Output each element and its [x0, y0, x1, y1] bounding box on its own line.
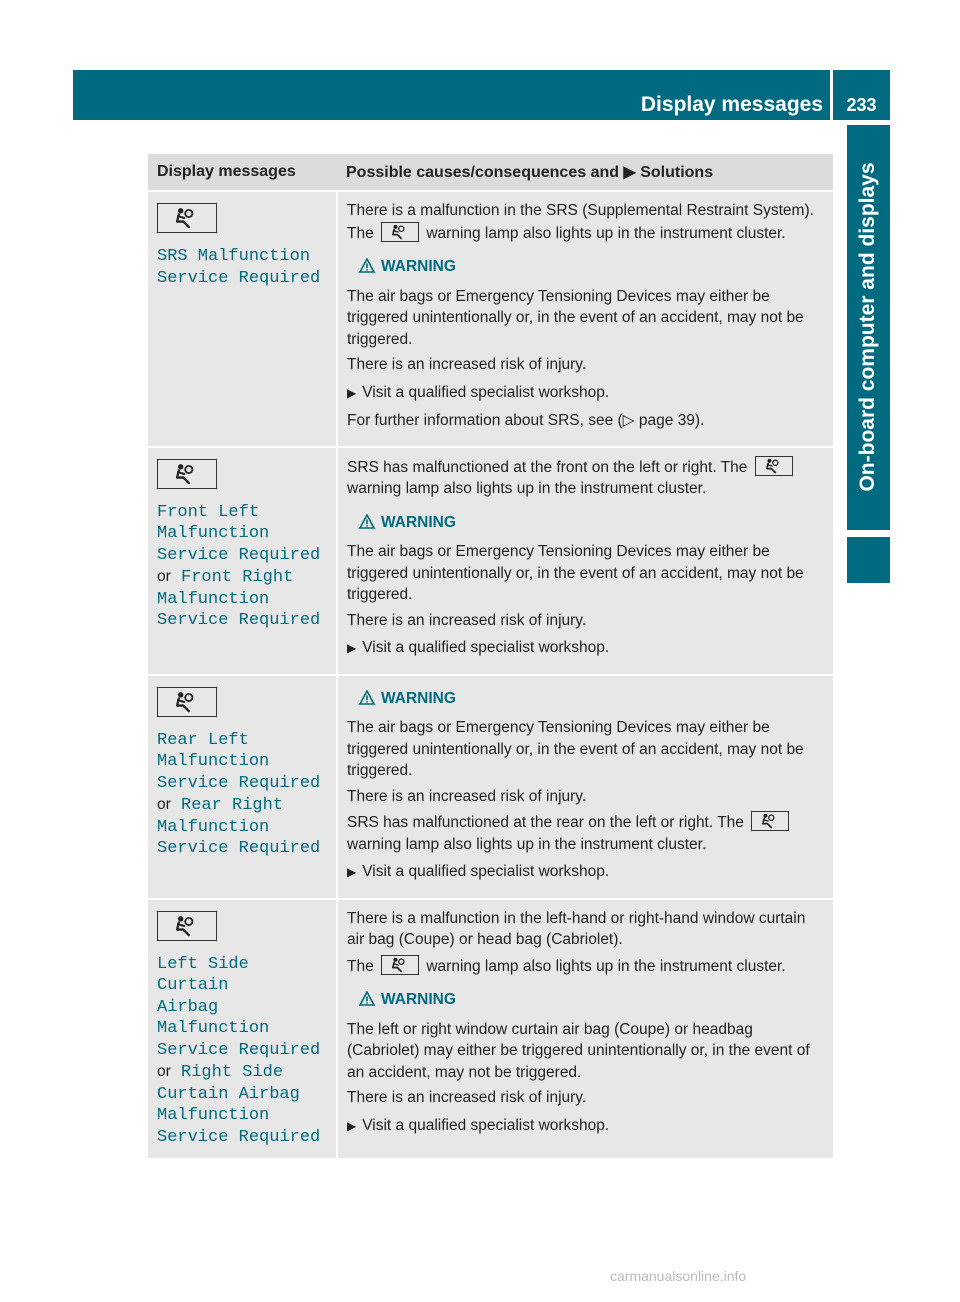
display-line: Front Left	[157, 502, 260, 522]
risk-text: There is an increased risk of injury.	[347, 611, 587, 629]
cause-intro	[347, 811, 824, 855]
cause-lamp	[347, 955, 824, 978]
display-line: SRS Malfunction	[157, 247, 311, 266]
airbag-warning-icon	[157, 911, 217, 941]
cause-cell	[337, 191, 833, 447]
display-line: Malfunction	[157, 817, 270, 837]
table-row	[148, 447, 833, 675]
solution-step	[347, 637, 824, 660]
warning-heading	[359, 256, 824, 278]
step-text: Visit a qualified specialist workshop.	[362, 639, 610, 656]
display-text: Front Right	[181, 568, 294, 587]
risk-text: There is an increased risk of injury.	[347, 356, 587, 373]
cause-text: warning lamp also lights up in the instrument cluster.	[347, 835, 707, 853]
warning-text: The left or right window curtain air bag (Coupe) or headbag (Cabriolet) may either be triggered unintentionally or, in the event of an accident, may not be triggered.	[347, 1020, 810, 1081]
cause-text: warning lamp also lights up in the instrument cluster.	[426, 224, 786, 242]
warning-label: WARNING	[381, 258, 456, 275]
or-text: or	[157, 1063, 171, 1080]
display-text: Right Side	[181, 1063, 284, 1082]
risk-text: There is an increased risk of injury.	[347, 787, 587, 805]
solution-step	[347, 382, 824, 405]
cause-text: There is a malfunction in the SRS (Supplemental Restraint System). The	[347, 202, 814, 242]
display-line: Malfunction	[157, 752, 270, 771]
step-text: Visit a qualified specialist workshop.	[362, 383, 610, 401]
warning-label: WARNING	[381, 513, 456, 531]
display-cell	[148, 675, 337, 899]
step-arrow-icon: ▶	[347, 641, 357, 655]
warning-text: The air bags or Emergency Tensioning Devices may either be triggered unintentionally or, in the event of an accident, may not be triggered.	[347, 287, 804, 348]
warning-text: The air bags or Emergency Tensioning Devices may either be triggered unintentionally or, in the event of an accident, may not be triggered.	[347, 543, 804, 603]
display-line: Curtain Airbag	[157, 1084, 300, 1104]
warning-triangle-icon	[359, 991, 375, 1006]
page-section-title: Display messages	[640, 93, 823, 116]
display-line	[157, 1061, 327, 1084]
or-text: or	[157, 568, 171, 585]
step-arrow-icon: ▶	[347, 385, 357, 400]
cause-text: warning lamp also lights up in the instrument cluster.	[347, 480, 707, 497]
cause-intro	[347, 200, 824, 244]
cause-intro: There is a malfunction in the left-hand or right-hand window curtain air bag (Coupe) or head bag (Cabriolet).	[347, 909, 806, 948]
display-cell	[148, 191, 337, 447]
table-row	[148, 191, 833, 447]
display-text: Airbag	[157, 997, 219, 1017]
airbag-warning-icon	[157, 687, 217, 717]
chapter-tab-label: On-board computer and displays	[856, 162, 879, 492]
warning-triangle-icon	[359, 690, 375, 705]
further-info: For further information about SRS, see (▷ page 39).	[347, 412, 705, 429]
airbag-warning-icon	[157, 203, 217, 233]
table-row	[148, 899, 833, 1160]
cause-cell	[337, 675, 833, 899]
chapter-tab-label-wrap	[847, 125, 890, 530]
airbag-warning-icon	[157, 459, 217, 489]
warning-text: The air bags or Emergency Tensioning Devices may either be triggered unintentionally or, in the event of an accident, may not be triggered.	[347, 719, 804, 779]
cause-text: SRS has malfunctioned at the front on the left or right. The	[347, 458, 748, 476]
display-line: Rear Left	[157, 730, 249, 750]
cause-text: The	[347, 957, 374, 975]
cause-cell	[337, 447, 833, 675]
solution-step	[347, 861, 824, 884]
display-line: Service Required	[157, 1127, 321, 1147]
display-line	[157, 794, 327, 817]
display-text: Malfunction	[157, 1019, 270, 1038]
display-line: Service Required	[157, 773, 321, 793]
step-arrow-icon: ▶	[347, 865, 357, 879]
display-text: Rear Right	[181, 796, 284, 815]
display-messages-table	[148, 154, 833, 1160]
step-text: Visit a qualified specialist workshop.	[362, 1116, 610, 1134]
airbag-warning-icon	[751, 811, 789, 831]
warning-triangle-icon	[359, 514, 375, 529]
display-line: Service Required	[157, 268, 321, 288]
display-line: Malfunction	[157, 1106, 270, 1125]
warning-label: WARNING	[381, 991, 456, 1008]
table-row	[148, 675, 833, 899]
chapter-marker	[847, 537, 890, 583]
display-line	[157, 566, 327, 589]
step-text: Visit a qualified specialist workshop.	[362, 863, 610, 880]
warning-label: WARNING	[381, 689, 456, 707]
display-line: Service Required	[157, 839, 321, 858]
airbag-warning-icon	[381, 222, 419, 242]
airbag-warning-icon	[381, 955, 419, 975]
cause-intro	[347, 456, 824, 500]
warning-triangle-icon	[359, 258, 375, 273]
cause-text: SRS has malfunctioned at the rear on the left or right. The	[347, 814, 744, 831]
display-line: Service Required	[157, 611, 321, 630]
display-line: Left Side Curtain	[157, 954, 249, 995]
display-line: Malfunction	[157, 524, 270, 543]
col-header-display: Display messages	[148, 154, 337, 191]
display-line	[157, 997, 327, 1040]
display-cell	[148, 899, 337, 1160]
display-line: Service Required	[157, 545, 321, 565]
or-text: or	[157, 796, 171, 813]
warning-heading	[359, 989, 824, 1011]
table-header-row	[148, 154, 833, 191]
risk-text: There is an increased risk of injury.	[347, 1089, 587, 1106]
warning-heading	[359, 688, 824, 710]
solution-step	[347, 1115, 824, 1138]
step-arrow-icon: ▶	[347, 1118, 357, 1133]
display-cell	[148, 447, 337, 675]
cause-text: warning lamp also lights up in the instrument cluster.	[426, 957, 786, 975]
display-line: Service Required	[157, 1040, 321, 1060]
airbag-warning-icon	[755, 456, 793, 476]
col-header-causes: Possible causes/consequences and ▶ Solutions	[337, 154, 833, 191]
warning-heading	[359, 512, 824, 534]
cause-cell	[337, 899, 833, 1160]
display-line: Malfunction	[157, 589, 270, 609]
page-number: 233	[846, 95, 877, 115]
watermark: carmanualsonline.info	[610, 1268, 747, 1284]
